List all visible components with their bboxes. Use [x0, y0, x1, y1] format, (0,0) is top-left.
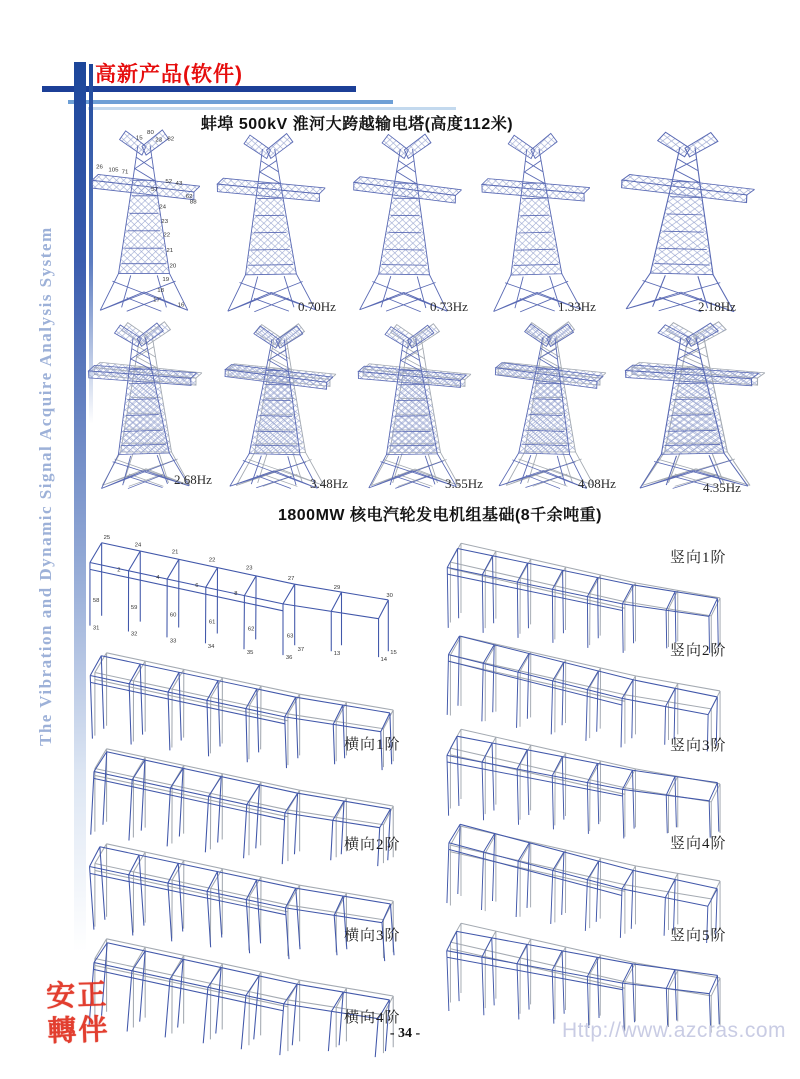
- tower-figure-6: [86, 320, 198, 496]
- svg-text:13: 13: [333, 651, 341, 658]
- svg-text:32: 32: [130, 631, 138, 638]
- page-number: - 34 -: [389, 1026, 421, 1041]
- svg-text:37: 37: [297, 647, 305, 654]
- svg-text:24: 24: [159, 204, 167, 211]
- tower-freq-label: 1.33Hz: [558, 299, 596, 314]
- tower-freq-label: 3.48Hz: [310, 476, 348, 491]
- website-watermark: Http://www.azcras.com: [562, 1019, 787, 1042]
- svg-text:34: 34: [207, 644, 215, 651]
- svg-text:63: 63: [286, 633, 294, 640]
- tower-freq-label: 4.08Hz: [578, 476, 616, 491]
- sidebar-vertical-text: The Vibration and Dynamic Signal Acquire Analysis System: [36, 226, 55, 746]
- tower-figure-2: [214, 130, 326, 320]
- lateral-mode-label: 横向1阶: [344, 737, 401, 753]
- svg-text:22: 22: [163, 232, 171, 239]
- svg-text:14: 14: [380, 657, 388, 664]
- svg-text:33: 33: [169, 638, 177, 645]
- svg-text:16: 16: [177, 302, 185, 309]
- lateral-mode-label: 横向3阶: [344, 928, 401, 944]
- svg-text:43: 43: [175, 181, 183, 188]
- lateral-mode-label: 横向4阶: [344, 1010, 401, 1026]
- vertical-mode-label: 竖向3阶: [670, 738, 727, 754]
- svg-text:18: 18: [157, 287, 165, 294]
- svg-text:60: 60: [169, 612, 177, 619]
- svg-text:23: 23: [161, 219, 169, 225]
- svg-text:57: 57: [151, 187, 158, 193]
- svg-text:25: 25: [103, 534, 111, 541]
- header-rule-light: [88, 107, 456, 110]
- tower-freq-label: 0.70Hz: [298, 299, 336, 314]
- tower-freq-label: 3.55Hz: [445, 476, 483, 491]
- svg-text:17: 17: [153, 297, 160, 304]
- svg-text:26: 26: [96, 164, 103, 171]
- svg-text:21: 21: [166, 248, 174, 255]
- svg-text:29: 29: [333, 585, 341, 592]
- seal-char: 安: [45, 980, 76, 1014]
- svg-text:19: 19: [162, 277, 170, 284]
- lateral-mode-label: 横向2阶: [344, 837, 401, 853]
- svg-text:31: 31: [92, 625, 100, 632]
- svg-text:6: 6: [195, 583, 199, 590]
- tower-figure-8: [355, 322, 467, 496]
- tower-freq-label: 0.73Hz: [430, 299, 468, 314]
- vertical-mode-label: 竖向5阶: [670, 928, 727, 944]
- tower-figure-3: [349, 130, 461, 320]
- svg-text:62: 62: [247, 626, 255, 633]
- svg-text:22: 22: [208, 557, 216, 564]
- svg-text:36: 36: [285, 655, 293, 662]
- svg-text:35: 35: [246, 650, 254, 657]
- svg-text:24: 24: [134, 542, 142, 549]
- svg-text:80: 80: [147, 129, 154, 136]
- svg-text:2: 2: [117, 567, 121, 574]
- svg-text:27: 27: [287, 576, 295, 583]
- vertical-mode-label: 竖向4阶: [670, 836, 727, 852]
- svg-text:58: 58: [92, 597, 100, 604]
- svg-text:88: 88: [189, 199, 197, 206]
- foundation-section-title: 1800MW 核电汽轮发电机组基础(8千余吨重): [277, 507, 603, 524]
- svg-text:23: 23: [245, 565, 253, 572]
- seal-char: 伴: [77, 1013, 109, 1047]
- svg-text:23: 23: [155, 137, 162, 144]
- tower-figure-10: [622, 320, 760, 496]
- svg-text:30: 30: [386, 592, 393, 599]
- svg-text:21: 21: [171, 549, 179, 556]
- tower-freq-label: 4.35Hz: [703, 480, 741, 495]
- svg-text:105: 105: [108, 167, 119, 174]
- svg-text:4: 4: [156, 575, 160, 582]
- tower-freq-label: 2.68Hz: [174, 472, 212, 487]
- svg-text:8: 8: [234, 590, 238, 598]
- tower-figure-7: [220, 322, 332, 496]
- svg-text:82: 82: [167, 136, 175, 143]
- tower-figure-9: [490, 320, 602, 496]
- seal-char: 正: [76, 978, 107, 1012]
- seal-char: 轉: [47, 1015, 78, 1049]
- svg-text:62: 62: [185, 193, 193, 200]
- towers-section-title: 蚌埠 500kV 淮河大跨越输电塔(高度112米): [200, 116, 514, 133]
- vertical-mode-label: 竖向1阶: [670, 550, 727, 566]
- svg-text:52: 52: [165, 179, 173, 186]
- frame-figure-lateral-4: [90, 926, 402, 1064]
- svg-text:15: 15: [390, 650, 397, 657]
- tower-figure-4: [479, 130, 591, 320]
- vertical-mode-label: 竖向2阶: [670, 643, 727, 659]
- tower-figure-1: [88, 126, 200, 320]
- left-gradient-bar: [74, 62, 86, 952]
- tower-figure-5: [615, 128, 753, 320]
- header-rule-mid: [68, 100, 393, 104]
- page-title: 高新产品(软件): [95, 63, 243, 86]
- tower-freq-label: 2.18Hz: [698, 299, 736, 314]
- svg-text:71: 71: [121, 169, 129, 176]
- svg-text:20: 20: [169, 263, 177, 270]
- svg-text:15: 15: [135, 135, 143, 142]
- company-seal: [45, 979, 109, 1051]
- svg-text:59: 59: [130, 604, 138, 611]
- svg-text:61: 61: [208, 619, 216, 626]
